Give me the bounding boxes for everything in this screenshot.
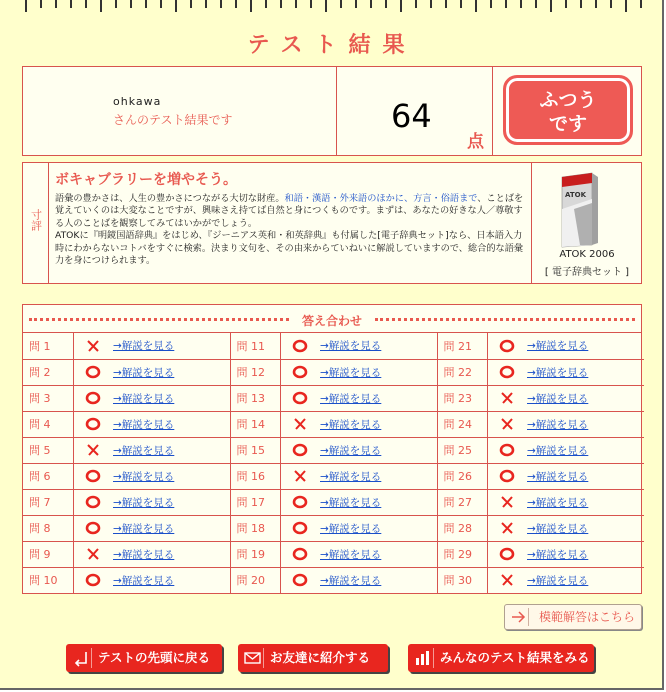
question-number: 問 29 — [437, 541, 487, 567]
circle-mark-icon — [85, 365, 101, 379]
answer-mark-cell — [73, 333, 113, 359]
cross-mark-icon — [85, 547, 101, 561]
explanation-link[interactable]: →解説を見る — [320, 418, 382, 431]
answer-row — [23, 333, 644, 359]
circle-mark-icon — [499, 469, 515, 483]
question-number: 問 23 — [437, 385, 487, 411]
model-answers-label: 模範解答はこちら — [539, 610, 636, 624]
answer-mark-cell — [487, 463, 527, 489]
explanation-link-cell — [527, 411, 644, 437]
answer-row — [23, 515, 644, 541]
tell-friend-button[interactable] — [238, 644, 388, 672]
question-number: 問 30 — [437, 567, 487, 593]
explanation-link[interactable]: →解説を見る — [320, 366, 382, 379]
answer-mark-cell — [280, 515, 320, 541]
explanation-link-cell — [527, 333, 644, 359]
circle-mark-icon — [499, 443, 515, 457]
comment-text — [55, 193, 525, 267]
cross-mark-icon — [85, 443, 101, 457]
answer-row — [23, 437, 644, 463]
explanation-link[interactable]: →解説を見る — [320, 548, 382, 561]
everyone-results-button[interactable] — [408, 644, 594, 672]
product-caption: [ 電子辞典セット ] — [544, 267, 630, 278]
answer-mark-cell — [280, 359, 320, 385]
answer-row — [23, 359, 644, 385]
question-number: 問 24 — [437, 411, 487, 437]
question-number: 問 14 — [230, 411, 280, 437]
explanation-link-cell — [527, 385, 644, 411]
answers-table — [23, 333, 644, 593]
score-panel — [22, 66, 642, 156]
question-number: 問 12 — [230, 359, 280, 385]
cross-mark-icon — [499, 417, 515, 431]
cross-mark-icon — [499, 521, 515, 535]
answer-mark-cell — [487, 541, 527, 567]
cross-mark-icon — [292, 417, 308, 431]
rank-line-2: です — [548, 113, 587, 135]
answer-mark-cell — [73, 359, 113, 385]
answers-heading: 答え合わせ — [301, 314, 362, 328]
question-number: 問 16 — [230, 463, 280, 489]
explanation-link[interactable]: →解説を見る — [113, 548, 175, 561]
question-number: 問 10 — [23, 567, 73, 593]
result-caption: さんのテスト結果です — [113, 113, 233, 127]
comment-side-text: 寸評 — [29, 209, 43, 231]
explanation-link[interactable]: →解説を見る — [320, 470, 382, 483]
explanation-link[interactable]: →解説を見る — [320, 444, 382, 457]
product-box-text: ATOK — [565, 191, 587, 199]
explanation-link-cell — [527, 515, 644, 541]
rank-line-1: ふつう — [539, 89, 597, 111]
answer-row — [23, 567, 644, 593]
return-arrow-icon — [70, 648, 92, 668]
explanation-link[interactable]: →解説を見る — [320, 496, 382, 509]
cross-mark-icon — [85, 339, 101, 353]
explanation-link[interactable]: →解説を見る — [320, 340, 382, 353]
question-number: 問 1 — [23, 333, 73, 359]
answer-mark-cell — [73, 541, 113, 567]
everyone-results-label: みんなのテスト結果をみる — [440, 650, 590, 665]
explanation-link[interactable]: →解説を見る — [113, 574, 175, 587]
circle-mark-icon — [292, 365, 308, 379]
explanation-link[interactable]: →解説を見る — [527, 340, 589, 353]
explanation-link-cell — [113, 437, 230, 463]
answer-mark-cell — [73, 463, 113, 489]
explanation-link-cell — [113, 463, 230, 489]
comment-text-1: 語彙の豊かさは、人生の豊かさにつながる大切な財産。 — [55, 193, 285, 204]
explanation-link-cell — [113, 567, 230, 593]
circle-mark-icon — [499, 365, 515, 379]
score-unit: 点 — [467, 132, 484, 152]
explanation-link[interactable]: →解説を見る — [527, 418, 589, 431]
answer-row — [23, 541, 644, 567]
circle-mark-icon — [292, 521, 308, 535]
cross-mark-icon — [499, 391, 515, 405]
comment-panel — [22, 162, 642, 284]
explanation-link-cell — [320, 567, 437, 593]
ruler-ticks — [0, 0, 664, 14]
explanation-link[interactable]: →解説を見る — [113, 444, 175, 457]
cross-mark-icon — [292, 469, 308, 483]
explanation-link[interactable]: →解説を見る — [527, 548, 589, 561]
cross-mark-icon — [499, 573, 515, 587]
explanation-link-cell — [320, 437, 437, 463]
question-number: 問 19 — [230, 541, 280, 567]
explanation-link-cell — [113, 385, 230, 411]
arrow-right-icon — [509, 608, 529, 626]
explanation-link[interactable]: →解説を見る — [527, 574, 589, 587]
explanation-link[interactable]: →解説を見る — [320, 392, 382, 405]
answer-row — [23, 385, 644, 411]
answer-mark-cell — [73, 567, 113, 593]
comment-body — [55, 169, 525, 267]
answer-mark-cell — [280, 567, 320, 593]
answer-mark-cell — [280, 385, 320, 411]
tell-friend-label: お友達に紹介する — [270, 650, 371, 665]
explanation-link-cell — [320, 359, 437, 385]
explanation-link-cell — [320, 411, 437, 437]
score-cell — [337, 67, 493, 155]
question-number: 問 7 — [23, 489, 73, 515]
question-number: 問 26 — [437, 463, 487, 489]
question-number: 問 18 — [230, 515, 280, 541]
question-number: 問 17 — [230, 489, 280, 515]
answers-panel — [22, 304, 642, 594]
comment-side-label — [23, 163, 49, 283]
explanation-link[interactable]: →解説を見る — [527, 392, 589, 405]
question-number: 問 27 — [437, 489, 487, 515]
circle-mark-icon — [292, 339, 308, 353]
question-number: 問 13 — [230, 385, 280, 411]
answer-mark-cell — [73, 411, 113, 437]
answer-row — [23, 489, 644, 515]
question-number: 問 25 — [437, 437, 487, 463]
explanation-link[interactable]: →解説を見る — [320, 574, 382, 587]
circle-mark-icon — [85, 573, 101, 587]
answer-mark-cell — [487, 567, 527, 593]
explanation-link[interactable]: →解説を見る — [527, 496, 589, 509]
bar-chart-icon — [412, 648, 434, 668]
answer-row — [23, 411, 644, 437]
user-cell — [23, 67, 337, 155]
explanation-link-cell — [320, 515, 437, 541]
question-number: 問 2 — [23, 359, 73, 385]
explanation-link-cell — [320, 489, 437, 515]
question-number: 問 9 — [23, 541, 73, 567]
question-number: 問 3 — [23, 385, 73, 411]
explanation-link[interactable]: →解説を見る — [113, 522, 175, 535]
explanation-link[interactable]: →解説を見る — [320, 522, 382, 535]
rank-cell — [493, 67, 641, 155]
explanation-link-cell — [113, 515, 230, 541]
answer-mark-cell — [280, 541, 320, 567]
question-number: 問 22 — [437, 359, 487, 385]
answer-mark-cell — [280, 411, 320, 437]
comment-text-highlight: 和語・漢語・外来語のほかに、方言・俗語まで — [284, 193, 478, 204]
question-number: 問 11 — [230, 333, 280, 359]
question-number: 問 4 — [23, 411, 73, 437]
explanation-link[interactable]: →解説を見る — [113, 340, 175, 353]
explanation-link-cell — [527, 567, 644, 593]
product-name: ATOK 2006 — [559, 249, 615, 260]
explanation-link[interactable]: →解説を見る — [113, 366, 175, 379]
question-number: 問 5 — [23, 437, 73, 463]
explanation-link-cell — [527, 541, 644, 567]
explanation-link-cell — [527, 437, 644, 463]
answer-mark-cell — [487, 411, 527, 437]
explanation-link[interactable]: →解説を見る — [527, 366, 589, 379]
circle-mark-icon — [499, 547, 515, 561]
explanation-link[interactable]: →解説を見る — [113, 496, 175, 509]
circle-mark-icon — [499, 339, 515, 353]
explanation-link-cell — [113, 489, 230, 515]
comment-heading: ボキャブラリーを増やそう。 — [55, 172, 237, 188]
answer-mark-cell — [487, 333, 527, 359]
answer-mark-cell — [487, 359, 527, 385]
answer-mark-cell — [280, 333, 320, 359]
explanation-link[interactable]: →解説を見る — [113, 470, 175, 483]
circle-mark-icon — [292, 547, 308, 561]
circle-mark-icon — [292, 391, 308, 405]
answer-mark-cell — [73, 437, 113, 463]
product-panel[interactable] — [531, 163, 641, 283]
question-number: 問 8 — [23, 515, 73, 541]
explanation-link-cell — [320, 541, 437, 567]
circle-mark-icon — [85, 391, 101, 405]
score-value: 64 — [391, 97, 432, 135]
answer-mark-cell — [487, 385, 527, 411]
answer-mark-cell — [280, 489, 320, 515]
answer-mark-cell — [73, 385, 113, 411]
explanation-link-cell — [320, 333, 437, 359]
question-number: 問 21 — [437, 333, 487, 359]
explanation-link-cell — [527, 489, 644, 515]
answer-mark-cell — [487, 437, 527, 463]
answer-mark-cell — [73, 489, 113, 515]
answer-mark-cell — [73, 515, 113, 541]
question-number: 問 6 — [23, 463, 73, 489]
explanation-link-cell — [113, 359, 230, 385]
explanation-link-cell — [113, 411, 230, 437]
explanation-link-cell — [113, 333, 230, 359]
envelope-icon — [242, 648, 264, 668]
circle-mark-icon — [85, 495, 101, 509]
explanation-link[interactable]: →解説を見る — [527, 470, 589, 483]
answers-header — [23, 305, 641, 333]
circle-mark-icon — [85, 521, 101, 535]
explanation-link[interactable]: →解説を見る — [527, 444, 589, 457]
rank-badge — [503, 75, 633, 145]
explanation-link-cell — [527, 359, 644, 385]
model-answers-button[interactable] — [504, 604, 642, 630]
explanation-link-cell — [113, 541, 230, 567]
answer-row — [23, 463, 644, 489]
answer-mark-cell — [487, 515, 527, 541]
circle-mark-icon — [292, 443, 308, 457]
page-title: テスト結果 — [247, 33, 417, 58]
cross-mark-icon — [499, 495, 515, 509]
circle-mark-icon — [85, 469, 101, 483]
explanation-link-cell — [320, 385, 437, 411]
comment-text-3: ATOKに『明鏡国語辞典』をはじめ、『ジーニアス英和・和英辞典』も付属した[電子辞典セット]なら、日本語入力時にわからないコトバをすぐに検索。決まり文句を、その由来からていねいに解説していますので、総合的な語彙力を身につけられます。 — [55, 230, 524, 267]
back-to-top-label: テストの先頭に戻る — [98, 650, 211, 665]
question-number: 問 28 — [437, 515, 487, 541]
question-number: 問 15 — [230, 437, 280, 463]
explanation-link-cell — [320, 463, 437, 489]
explanation-link-cell — [527, 463, 644, 489]
explanation-link[interactable]: →解説を見る — [527, 522, 589, 535]
explanation-link[interactable]: →解説を見る — [113, 392, 175, 405]
answer-mark-cell — [487, 489, 527, 515]
explanation-link[interactable]: →解説を見る — [113, 418, 175, 431]
circle-mark-icon — [85, 417, 101, 431]
username: ohkawa — [113, 95, 162, 108]
answer-mark-cell — [280, 437, 320, 463]
circle-mark-icon — [292, 573, 308, 587]
answer-mark-cell — [280, 463, 320, 489]
comment-text-2: 、ことばを覚えていくのは大変なことですが、興味さえ持てば自然と身につくものです。まずは、あなたの好きな人／尊敬する人のことばを観察してみてはいかがでしょう。 — [55, 193, 524, 229]
circle-mark-icon — [292, 495, 308, 509]
question-number: 問 20 — [230, 567, 280, 593]
back-to-top-button[interactable] — [66, 644, 222, 672]
product-box-image[interactable] — [560, 169, 600, 249]
